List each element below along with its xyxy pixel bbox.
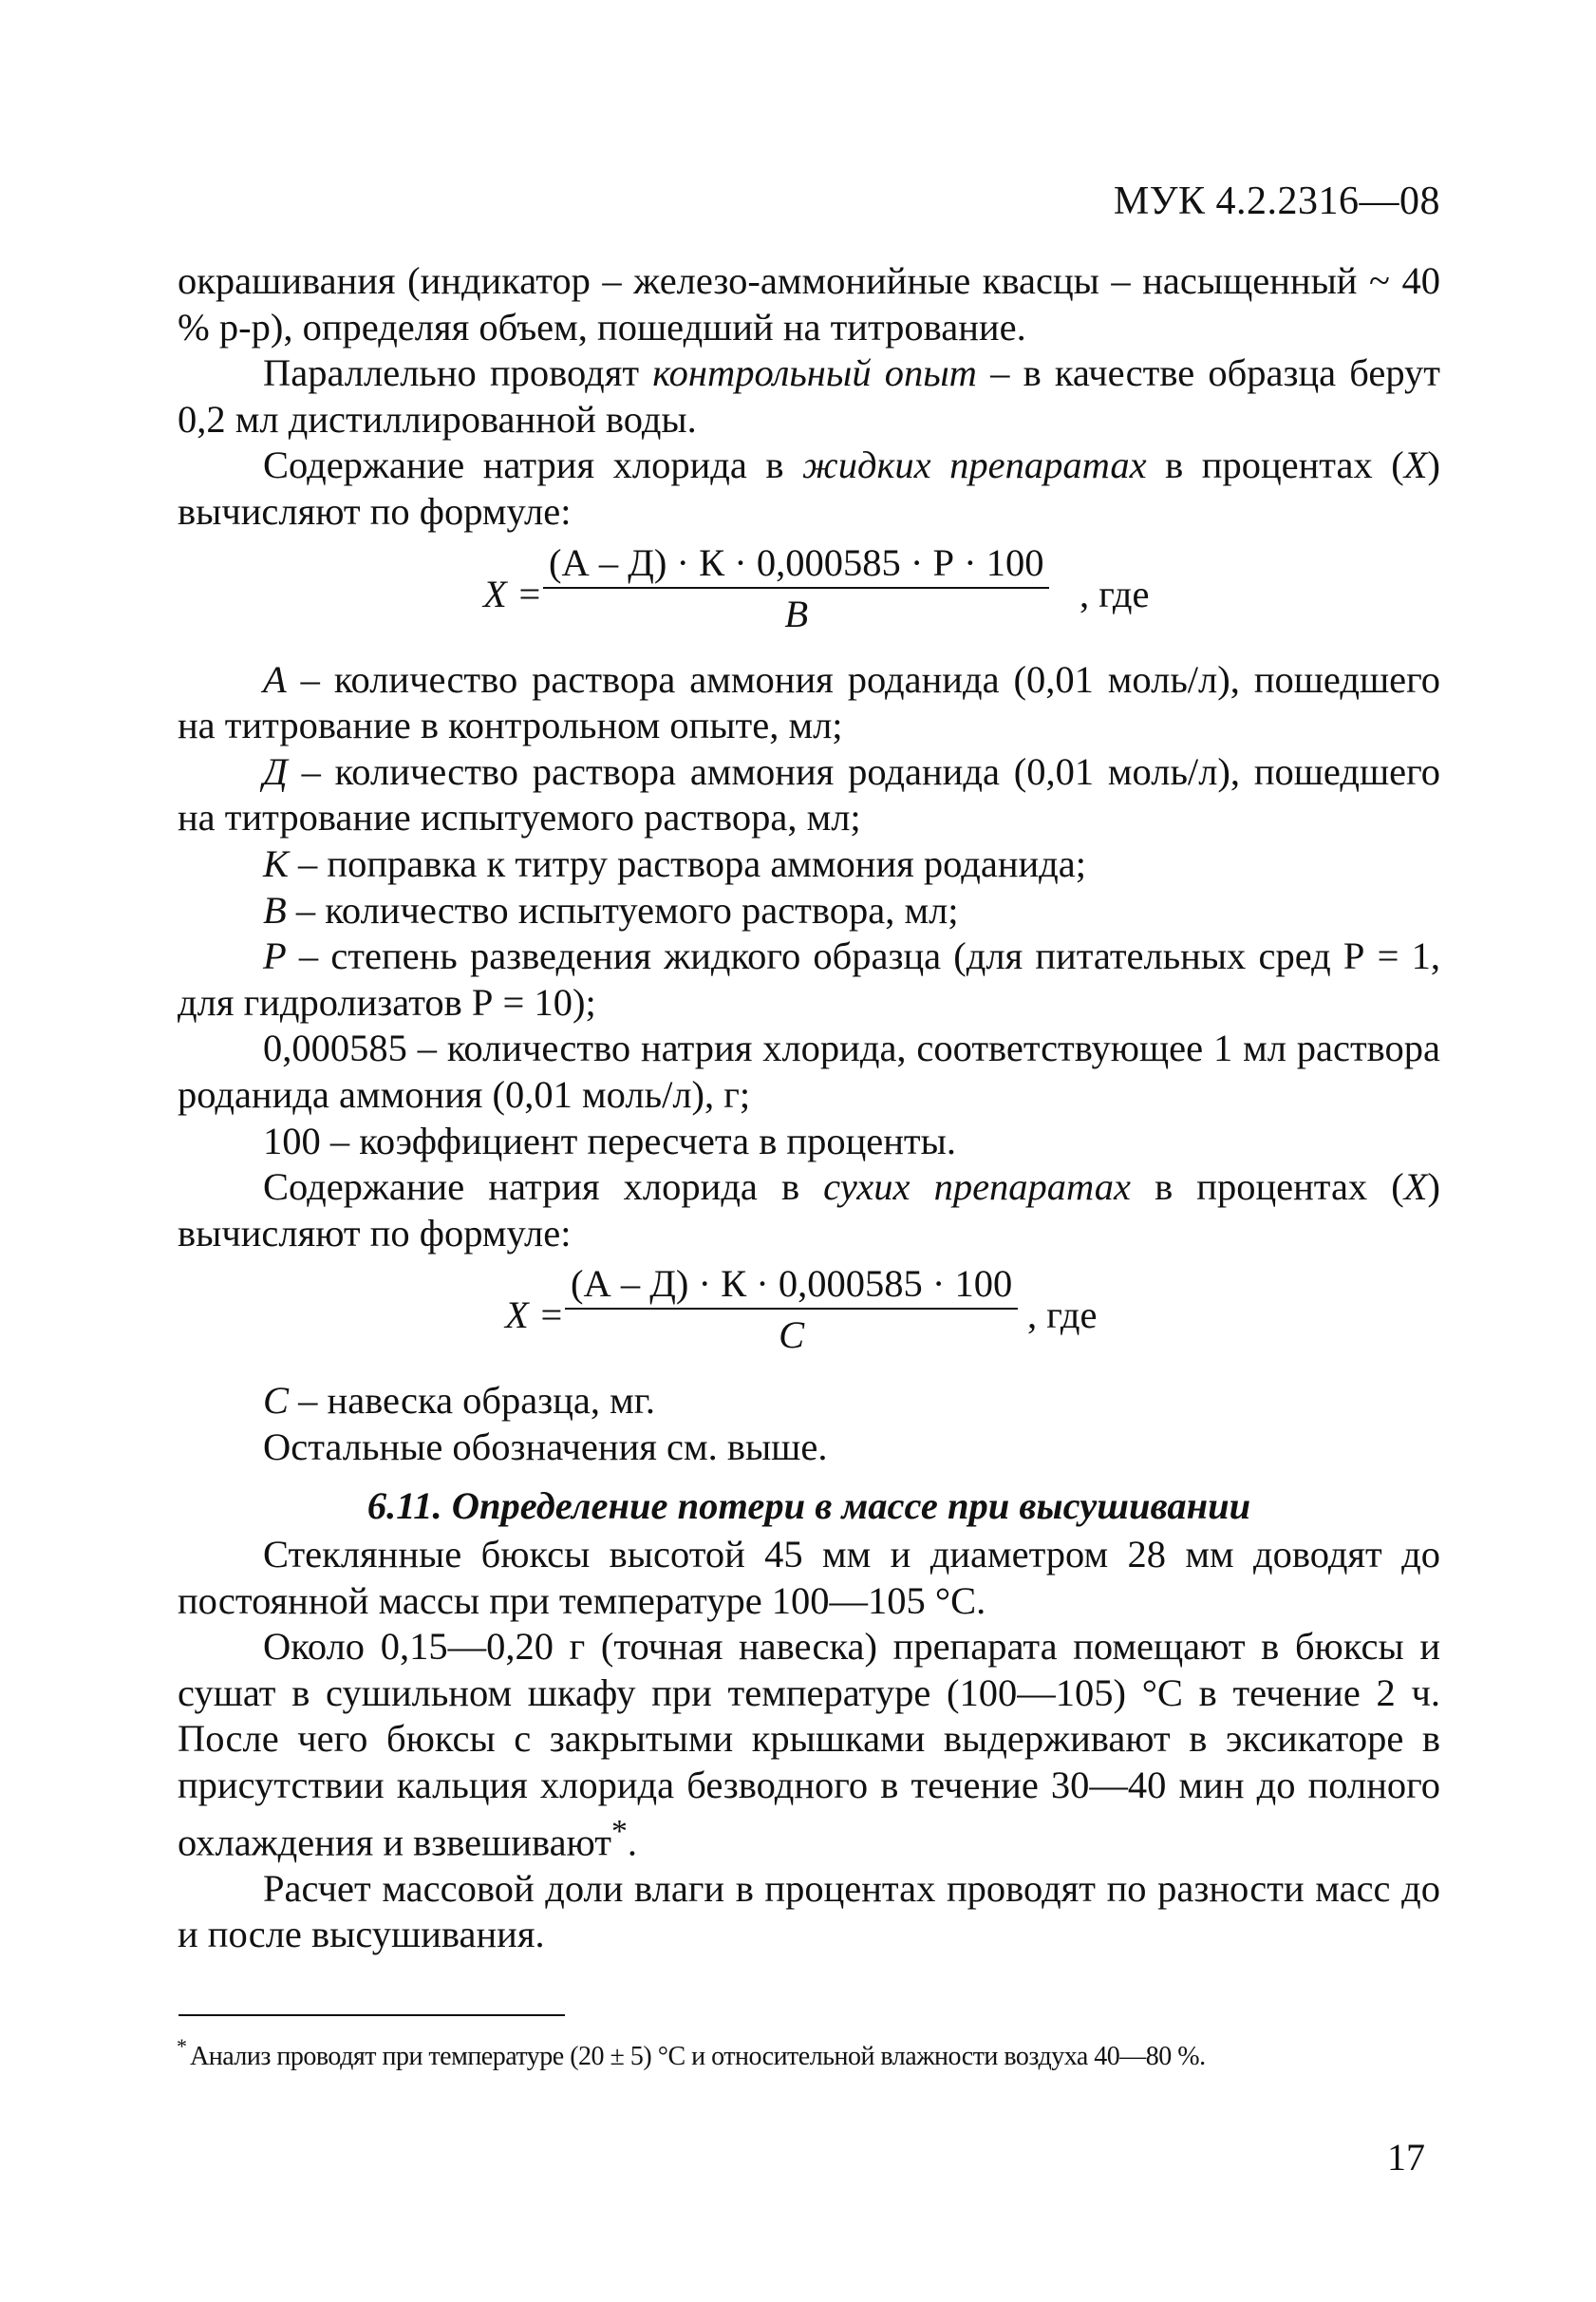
definition-item: К – поправка к титру раствора аммония роданида;	[263, 841, 1087, 885]
formula-lhs: X =	[483, 572, 543, 615]
italic-term-liquid-preparations: жидких препаратах	[802, 443, 1147, 487]
footnote-divider	[178, 2014, 565, 2016]
paragraph-weighing-bottles: Стеклянные бюксы высотой 45 мм и диаметром 28 мм доводят до постоянной массы при температуре 100—105 °С.	[178, 1533, 1440, 1622]
formula-fraction	[565, 1260, 1018, 1361]
formula-liquid	[178, 539, 1440, 651]
paragraph-control-experiment: Параллельно проводят контрольный опыт – в качестве образца берут 0,2 мл дистиллированной воды.	[178, 351, 1440, 441]
definition-item: 100 – коэффициент пересчета в проценты.	[263, 1119, 956, 1162]
footnote-text: Анализ проводят при температуре (20 ± 5) °С и относительной влажности воздуха 40—80 %.	[190, 2042, 1206, 2071]
italic-term-dry-preparations: сухих препаратах	[823, 1165, 1132, 1209]
footnote-reference: *	[610, 1813, 628, 1849]
formula-lhs: X =	[505, 1293, 565, 1337]
page-number: 17	[1387, 2136, 1425, 2179]
paragraph-moisture-calculation: Расчет массовой доли влаги в процентах проводят по разности масс до и после высушивания.	[178, 1866, 1440, 1956]
document-code-header: МУК 4.2.2316—08	[1113, 179, 1440, 223]
formula-suffix: , где	[1027, 1293, 1098, 1337]
formula-suffix: , где	[1080, 572, 1150, 615]
definition-item: А – количество раствора аммония роданида (0,01 моль/л), пошедшего на титрование в контрольном опыте, мл;	[178, 657, 1440, 747]
formula-numerator: (А – Д) · К · 0,000585 · 100	[565, 1260, 1018, 1310]
definition-item: 0,000585 – количество натрия хлорида, соответствующее 1 мл раствора роданида аммония (0,01 моль/л), г;	[178, 1027, 1440, 1116]
section-heading: 6.11. Определение потери в массе при высушивании	[366, 1484, 1251, 1528]
formula-denominator: С	[779, 1313, 805, 1357]
footnote	[177, 2034, 1206, 2072]
formula-fraction	[543, 539, 1049, 640]
definition-item: Р – степень разведения жидкого образца (для питательных сред Р = 1, для гидролизатов Р = 10);	[178, 934, 1440, 1024]
italic-term-control-experiment: контрольный опыт	[652, 351, 977, 395]
paragraph-liquid-preparations: Содержание натрия хлорида в жидких препаратах в процентах (X) вычисляют по формуле:	[178, 443, 1440, 533]
document-body	[178, 258, 1440, 1958]
paragraph-continuation: окрашивания (индикатор – железо-аммонийные квасцы – насыщенный ~ 40 % р-р), определяя объем, пошедший на титрование.	[178, 259, 1440, 349]
definition-item: В – количество испытуемого раствора, мл;	[263, 888, 959, 932]
footnote-mark: *	[177, 2034, 187, 2058]
definition-item: С – навеска образца, мг.	[263, 1379, 655, 1423]
formula-dry	[178, 1260, 1440, 1372]
formula-denominator: В	[784, 592, 809, 635]
definition-item: Д – количество раствора аммония роданида (0,01 моль/л), пошедшего на титрование испытуемого раствора, мл;	[178, 749, 1440, 840]
formula-numerator: (А – Д) · К · 0,000585 · Р · 100	[543, 539, 1049, 589]
paragraph-drying-procedure: Около 0,15—0,20 г (точная навеска) препарата помещают в бюксы и сушат в сушильном шкафу при температуре (100—105) °С в течение 2 ч. После чего бюксы с закрытыми крышками выдерживают в эксикаторе в присутствии кальция хлорида безводного в течение 30—40 мин до полного охлаждения и взвешивают*.	[178, 1625, 1440, 1864]
definition-item: Остальные обозначения см. выше.	[263, 1425, 828, 1468]
paragraph-dry-preparations: Содержание натрия хлорида в сухих препаратах в процентах (X) вычисляют по формуле:	[178, 1165, 1440, 1255]
